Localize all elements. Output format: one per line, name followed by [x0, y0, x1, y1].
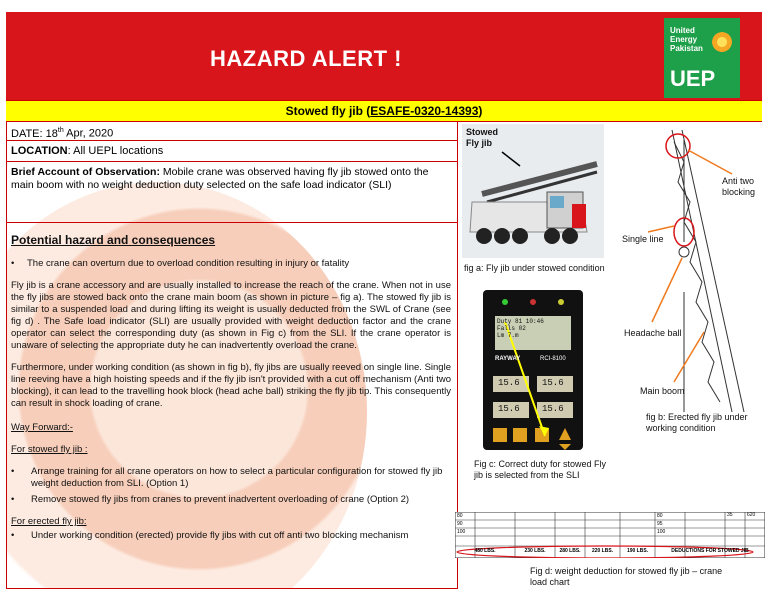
fig-a-caption: fig a: Fly jib under stowed condition: [464, 263, 605, 273]
location-row: [7, 141, 457, 162]
annotation-anti-two-blocking: Anti two blocking: [722, 176, 756, 197]
sli-readout-1: 15.6: [498, 378, 520, 388]
stowed-item: [11, 494, 451, 506]
chart-cell: 95: [657, 521, 663, 527]
stowed-item-text: Remove stowed fly jibs from cranes to prevent inadvertent overloading of crane (Option 2): [31, 494, 410, 505]
annotation-headache-ball: Headache ball: [624, 328, 682, 338]
sun-icon: [712, 32, 732, 52]
sli-line-2: Falls 02: [497, 325, 526, 332]
bullet-icon: •: [11, 258, 15, 269]
hazard-bullet: [11, 258, 451, 270]
way-forward-heading: Way Forward:-: [11, 422, 73, 433]
sli-readout-3: 15.6: [498, 404, 520, 414]
annotation-main-boom: Main boom: [640, 386, 685, 396]
stowed-item: [11, 466, 451, 490]
hazard-section: [11, 234, 451, 542]
logo-line-3: Pakistan: [670, 44, 703, 53]
fig-d-caption: Fig d: weight deduction for stowed fly jib – crane load chart: [530, 566, 723, 587]
subheader-title: Stowed fly jib (: [285, 104, 371, 118]
deduction-cell: 220 LBS.: [591, 548, 614, 554]
observation-text-block: [7, 162, 457, 196]
observation-text: Mobile crane was observed having fly jib stowed onto the main boom with no weight deduction duty selected on the safe load indicator (SLI): [11, 166, 429, 191]
load-chart-radii: [457, 512, 465, 536]
bullet-icon: •: [11, 494, 15, 505]
logo-line-2: Energy: [670, 35, 698, 44]
incident-code: ESAFE-0320-14393: [370, 104, 479, 118]
hazard-heading: Potential hazard and consequences: [11, 233, 216, 247]
location-value: : All UEPL locations: [67, 145, 164, 157]
chart-cell: 35: [727, 512, 733, 518]
erected-item: [11, 530, 451, 542]
left-column: [6, 122, 458, 589]
chart-cell: 80: [457, 513, 463, 519]
chart-cell: 90: [457, 521, 463, 527]
location-label: LOCATION: [11, 145, 68, 157]
sli-readout-4: 15.6: [542, 404, 564, 414]
sli-screen-text: [497, 318, 569, 339]
sli-line-3: Lm 7.m: [497, 332, 519, 339]
hazard-paragraph-2: Furthermore, under working condition (as shown in fig b), fly jibs are usually reeved on single line. Single line reeving have a high hoisting speeds and if the fly jib isn't provided with a cut off mechanism (Anti two blocking), it can lead to the travelling hook block (head ache ball) striking the fly jib tip. This consequently can result in shock loading of crane.: [11, 362, 451, 409]
observation-row: [7, 162, 457, 223]
bullet-icon: •: [11, 466, 15, 477]
chart-cell: 620: [747, 512, 756, 518]
observation-label: Brief Account of Observation:: [11, 166, 160, 178]
date-label: DATE: 18: [11, 127, 58, 140]
deduction-cell: 190 LBS.: [626, 548, 649, 554]
annotation-single-line: Single line: [622, 234, 664, 244]
page-title: HAZARD ALERT !: [210, 46, 402, 71]
deduction-cell: 480 LBS.: [474, 548, 496, 554]
deductions-label: DEDUCTIONS FOR STOWED JIB: [671, 548, 749, 554]
bullet-icon: •: [11, 530, 15, 541]
hazard-paragraph-1: Fly jib is a crane accessory and are usually installed to increase the reach of the crane. When not in use the fly jibs are stowed back onto the crane main boom (as shown in picture – fig a). The stowed fly jib is similar to a suspended load and during lifting its weight is usually deducted from the SWL of Crane (see fig d) . The Safe load indicator (SLI) are usually provided with weight deduction factor and the crane operator can select the corresponding duty (as shown in Fig c) from the SLI. If the crane operator is unaware of selecting the appropriate duty he can inadvertently overload the crane.: [11, 280, 451, 351]
sli-model: RCI-8100: [540, 356, 566, 362]
sli-line-1: Duty 81 10:46: [497, 318, 544, 325]
fig-b-erected-jib-drawing: [612, 122, 762, 422]
deduction-cell: 280 LBS.: [559, 548, 581, 554]
chart-cell: 80: [657, 513, 663, 519]
date-row: [7, 122, 457, 141]
fig-c-caption: Fig c: Correct duty for stowed Fly jib is selected from the SLI: [474, 459, 607, 480]
chart-cell: 100: [457, 529, 466, 535]
erected-item-text: Under working condition (erected) provide fly jibs with cut off anti two blocking mechanism: [31, 530, 409, 541]
deduction-cell: 230 LBS.: [524, 548, 546, 554]
logo-abbr: UEP: [670, 66, 716, 91]
stowed-heading: For stowed fly jib :: [11, 444, 88, 455]
fig-a-label: Stowed Fly jib: [466, 127, 499, 148]
date-sup: th: [57, 127, 64, 134]
erected-heading: For erected fly jib:: [11, 516, 87, 527]
load-chart-radii-2: [657, 512, 665, 536]
hazard-bullet-text: The crane can overturn due to overload condition resulting in injury or fatality: [27, 258, 350, 269]
stowed-item-text: Arrange training for all crane operators on how to select a particular configuration for stowed fly jib weight deduction from SLI. (Option 1): [31, 466, 443, 489]
chart-cell: 100: [657, 529, 666, 535]
subheader-banner: [6, 100, 762, 122]
sli-readout-2: 15.6: [542, 378, 564, 388]
date-value: Apr, 2020: [63, 127, 114, 140]
sli-brand: RAYWAY: [495, 356, 521, 362]
subheader-close: ): [478, 104, 483, 118]
logo-line-1: United: [670, 26, 695, 35]
deductions-row: [455, 548, 765, 554]
fig-b-caption: fig b: Erected fly jib under working condition: [646, 412, 748, 433]
fig-c-sli-display: [483, 290, 583, 450]
fig-d-load-chart: [455, 512, 765, 552]
uep-logo: [664, 18, 740, 98]
hazard-alert-header: [6, 12, 762, 100]
